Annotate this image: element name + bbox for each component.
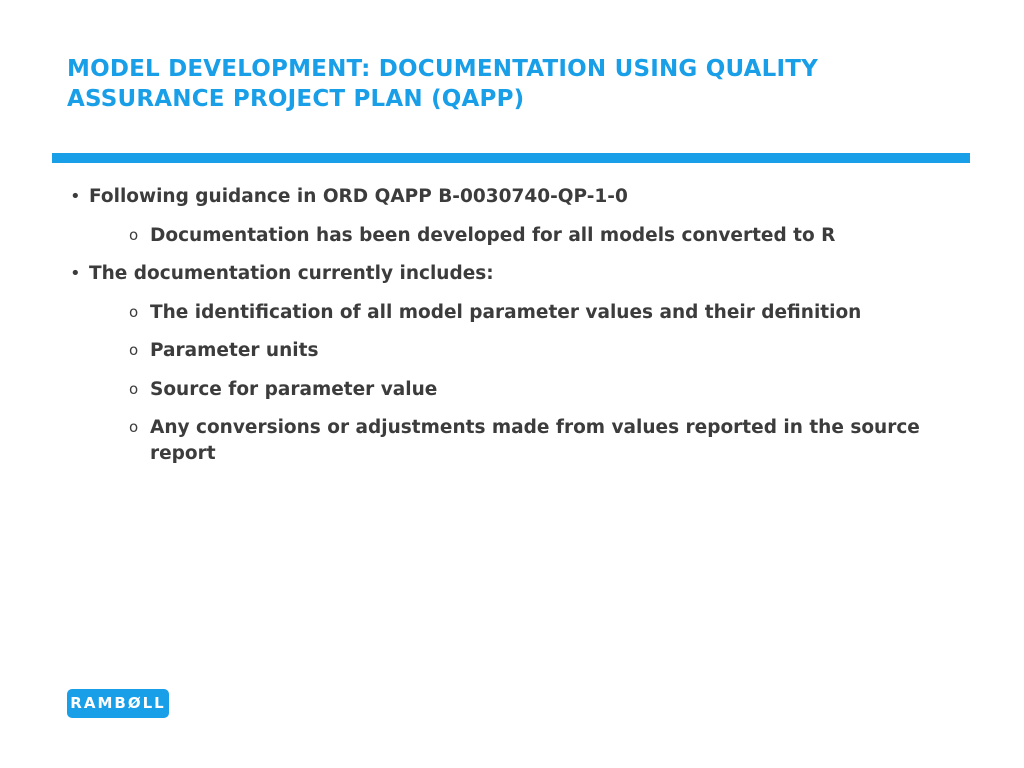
bullet-marker: • xyxy=(70,263,81,284)
sub-bullet-item: Any conversions or adjustments made from values reported in the source report xyxy=(150,417,920,464)
bullet-item: The documentation currently includes: xyxy=(89,263,494,284)
ramboll-logo xyxy=(67,689,169,718)
logo-text: RAMBØLL xyxy=(70,694,166,712)
sub-bullet-marker: o xyxy=(129,303,139,321)
sub-bullet-item: Parameter units xyxy=(150,340,319,361)
sub-bullet-item: Source for parameter value xyxy=(150,379,438,400)
sub-bullet-marker: o xyxy=(129,380,139,398)
bullet-item: Following guidance in ORD QAPP B-0030740-QP-1-0 xyxy=(89,186,628,207)
slide-title: MODEL DEVELOPMENT: DOCUMENTATION USING QUALITY ASSURANCE PROJECT PLAN (QAPP) xyxy=(67,56,818,112)
sub-bullet-item: Documentation has been developed for all models converted to R xyxy=(150,225,836,246)
bullet-marker: • xyxy=(70,186,81,207)
sub-bullet-marker: o xyxy=(129,418,139,436)
sub-bullet-marker: o xyxy=(129,341,139,359)
sub-bullet-item: The identification of all model parameter values and their definition xyxy=(150,302,862,323)
sub-bullet-marker: o xyxy=(129,226,139,244)
